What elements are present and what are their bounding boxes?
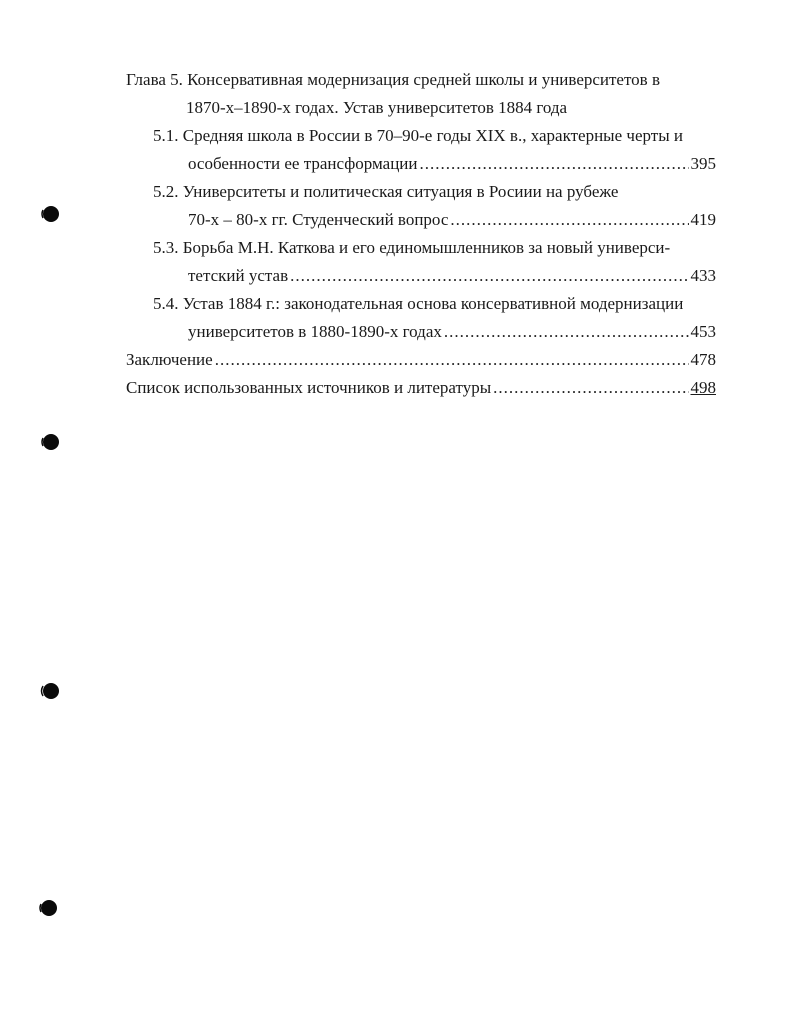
punch-hole-icon — [38, 898, 58, 918]
page-number: 433 — [690, 266, 716, 285]
section-title-line2: особенности ее трансформации — [188, 154, 418, 173]
table-of-contents — [126, 66, 716, 402]
section-title-line2: тетский устав — [188, 266, 289, 285]
punch-hole-icon — [40, 204, 60, 224]
punch-hole-icon — [40, 432, 60, 452]
dot-leader — [450, 206, 688, 234]
toc-conclusion-entry — [126, 346, 716, 374]
toc-section-entry — [126, 290, 716, 318]
bibliography-label: Список использованных источников и литературы — [126, 378, 492, 397]
dot-leader — [290, 262, 688, 290]
section-title-line1: 5.3. Борьба М.Н. Каткова и его единомышленников за новый универси- — [153, 238, 671, 257]
section-title-line1: 5.1. Средняя школа в России в 70–90-е годы XIX в., характерные черты и — [153, 126, 683, 145]
toc-chapter-title-continued — [126, 94, 716, 122]
toc-section-entry-continued — [126, 150, 716, 178]
toc-section-entry — [126, 178, 716, 206]
toc-section-entry — [126, 234, 716, 262]
dot-leader — [444, 318, 689, 346]
toc-bibliography-entry — [126, 374, 716, 402]
toc-section-entry-continued — [126, 318, 716, 346]
conclusion-label: Заключение — [126, 350, 213, 369]
page-number: 478 — [690, 350, 716, 369]
section-title-line1: 5.2. Университеты и политическая ситуация в Росиии на рубеже — [153, 182, 619, 201]
toc-section-entry-continued — [126, 206, 716, 234]
dot-leader — [420, 150, 689, 178]
page-number: 419 — [690, 210, 716, 229]
dot-leader — [215, 346, 689, 374]
dot-leader — [493, 374, 688, 402]
page-number: 395 — [690, 154, 716, 173]
page-number: 453 — [690, 322, 716, 341]
section-title-line2: университетов в 1880-1890-х годах — [188, 322, 442, 341]
toc-section-entry-continued — [126, 262, 716, 290]
chapter-title-line1: Глава 5. Консервативная модернизация средней школы и университетов в — [126, 70, 660, 89]
toc-section-entry — [126, 122, 716, 150]
punch-hole-icon — [40, 681, 60, 701]
page-number: 498 — [690, 378, 716, 397]
chapter-title-line2: 1870-х–1890-х годах. Устав университетов 1884 года — [186, 98, 568, 117]
section-title-line2: 70-х – 80-х гг. Студенческий вопрос — [188, 210, 449, 229]
toc-chapter-title — [126, 66, 716, 94]
section-title-line1: 5.4. Устав 1884 г.: законодательная основа консервативной модернизации — [153, 294, 684, 313]
